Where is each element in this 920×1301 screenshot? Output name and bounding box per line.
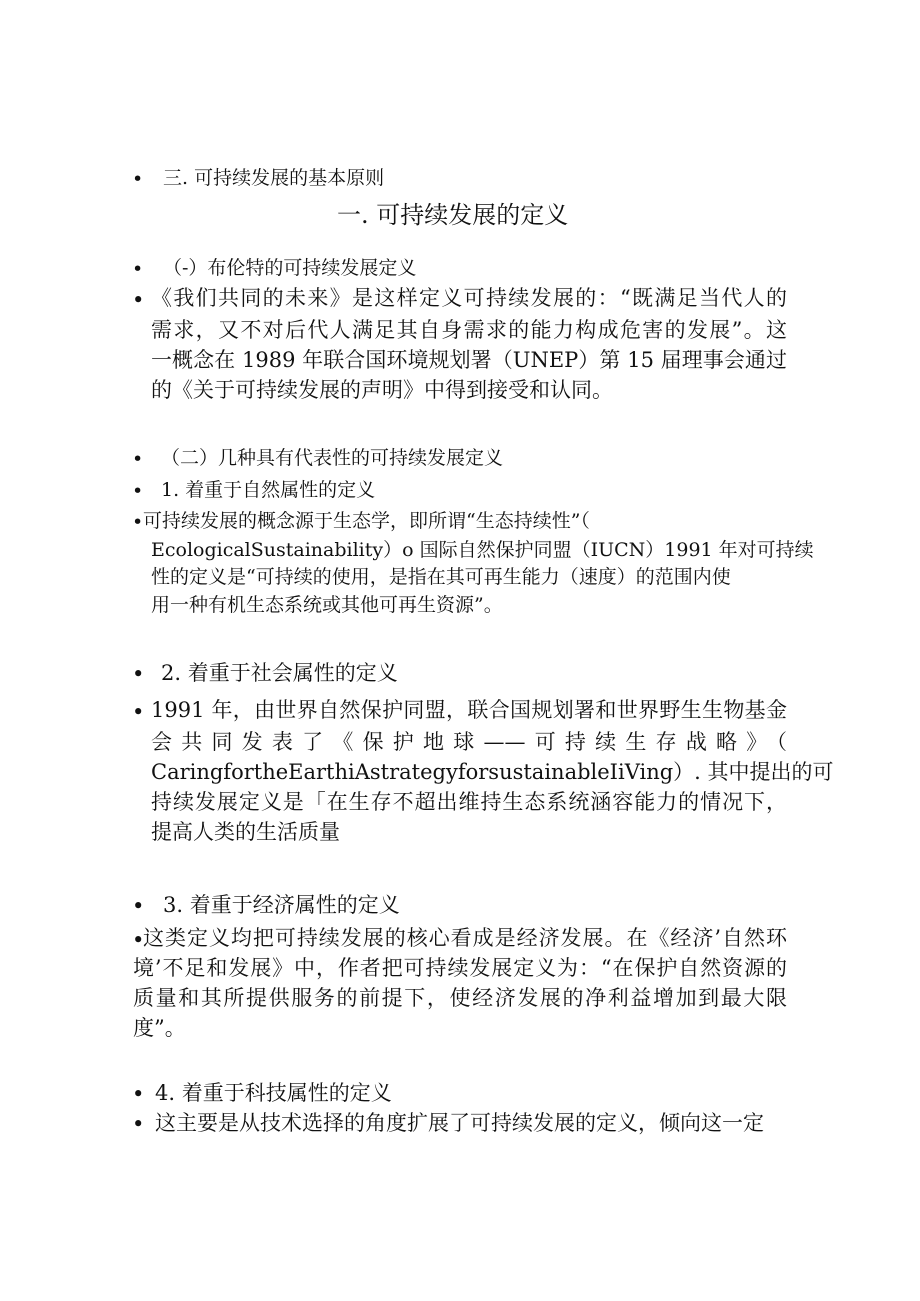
sub-1-body-line-1: 可持续发展的概念源于生态学，即所谓“生态持续性”（ <box>143 510 590 532</box>
sub-3-body-line-1: 这类定义均把可持续发展的核心看成是经济发展。在《经济’自然环 <box>143 926 787 950</box>
section-1-heading: （-）布伦特的可持续发展定义 <box>163 257 417 279</box>
sub-2-body-line-1: 1991 年，由世界自然保护同盟，联合国规划署和世界野生生物基金 <box>151 698 787 722</box>
sub-2-body-line-4: 持续发展定义是「在生存不超出维持生态系统涵容能力的情况下， <box>151 790 787 814</box>
sub-1-body-line-3: 性的定义是“可持续的使用，是指在其可再生能力（速度）的范围内使 <box>151 566 731 588</box>
sub-1-body-line-2: EcologicalSustainability）o 国际自然保护同盟（IUCN）1991 年对可持续 <box>151 539 814 561</box>
bullet: • <box>132 168 144 190</box>
s1-body-line-4: 的《关于可持续发展的声明》中得到接受和认同。 <box>151 378 613 402</box>
bullet: • <box>132 258 144 280</box>
sub-3-body-line-4: 度”。 <box>133 1016 186 1040</box>
section-2-heading: （二）几种具有代表性的可持续发展定义 <box>161 447 504 469</box>
sub-4-heading: 4. 着重于科技属性的定义 <box>155 1081 392 1105</box>
bullet: • <box>132 662 145 686</box>
sub-3-heading: 3. 着重于经济属性的定义 <box>163 893 400 917</box>
sub-2-body-line-5: 提高人类的生活质量 <box>151 820 340 844</box>
bullet: • <box>132 700 145 724</box>
sub-2-body-line-3: CaringfortheEarthiAstrategyforsustainableIiVing）. 其中提出的可 <box>151 760 834 784</box>
sub-2-heading: 2. 着重于社会属性的定义 <box>161 661 398 685</box>
main-title: 一. 可持续发展的定义 <box>337 201 569 229</box>
bullet: • <box>132 928 145 952</box>
sub-1-body-line-4: 用一种有机生态系统或其他可再生资源”。 <box>151 594 503 616</box>
bullet: • <box>132 1082 145 1106</box>
bullet: • <box>132 1112 145 1136</box>
sub-1-heading: 1. 着重于自然属性的定义 <box>161 479 376 501</box>
sub-4-body-line-1: 这主要是从技术选择的角度扩展了可持续发展的定义，倾向这一定 <box>155 1111 764 1135</box>
s1-body-line-2: 需求，又不对后代人满足其自身需求的能力构成危害的发展”。这 <box>151 318 787 342</box>
bullet: • <box>132 480 144 502</box>
sub-3-body-line-3: 质量和其所提供服务的前提下，使经济发展的净利益增加到最大限 <box>133 986 787 1010</box>
bullet: • <box>132 894 145 918</box>
bullet: • <box>132 448 144 470</box>
intro-heading: 三. 可持续发展的基本原则 <box>163 167 385 189</box>
s1-body-line-3: 一概念在 1989 年联合国环境规划署（UNEP）第 15 届理事会通过 <box>151 348 787 372</box>
bullet: • <box>132 288 145 312</box>
s1-body-line-1: 《我们共同的未来》是这样定义可持续发展的：“既满足当代人的 <box>151 286 787 310</box>
sub-2-body-line-2: 会共同发表了《保护地球——可持续生存战略》（ <box>151 730 787 754</box>
sub-3-body-line-2: 境’不足和发展》中，作者把可持续发展定义为：“在保护自然资源的 <box>133 956 787 980</box>
bullet: • <box>132 511 144 533</box>
